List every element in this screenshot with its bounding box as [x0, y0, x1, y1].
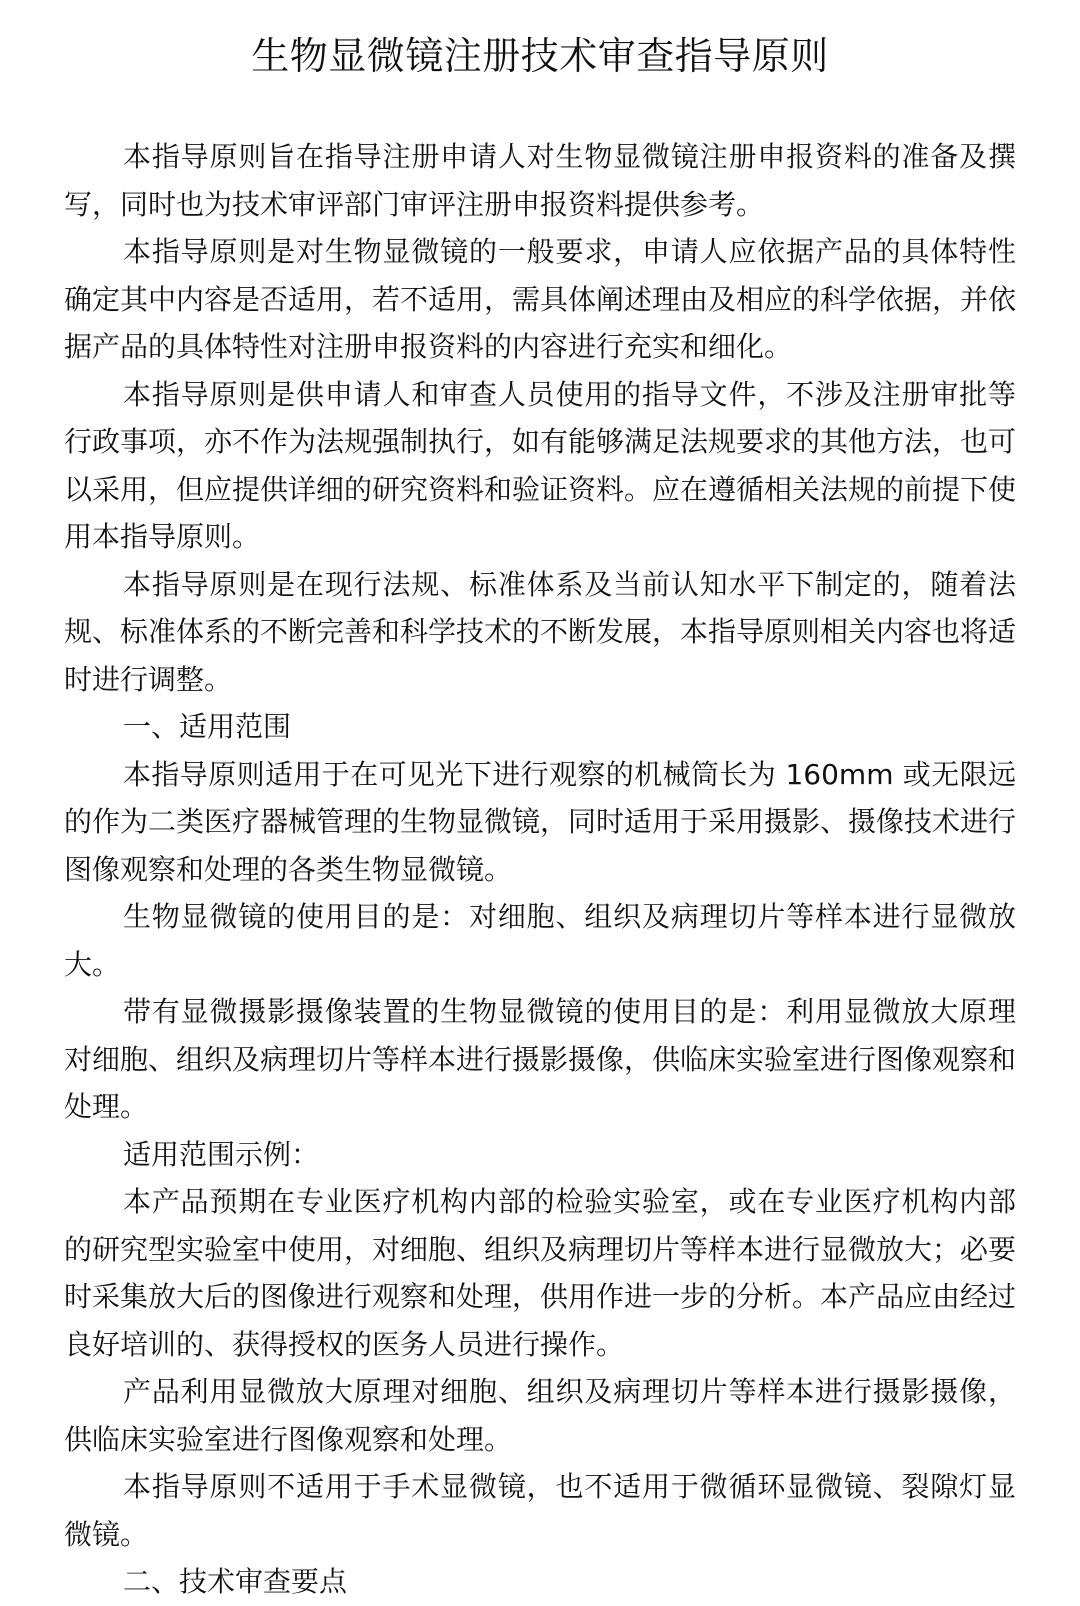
paragraph-scope-example-label: 适用范围示例：: [123, 1137, 320, 1171]
paragraph-guidance-nature: 本指导原则是供申请人和审查人员使用的指导文件，不涉及注册审批等行政事项，亦不作为法规强制执行，如有能够满足法规要求的其他方法，也可以采用，但应提供详细的研究资料和验证资料。应在遵循相关法规的前提下使用本指导原则。: [64, 377, 1017, 553]
paragraph-adjustment: 本指导原则是在现行法规、标准体系及当前认知水平下制定的，随着法规、标准体系的不断完善和科学技术的不断发展，本指导原则相关内容也将适时进行调整。: [64, 567, 1017, 696]
paragraph-scope-example-2: 产品利用显微放大原理对细胞、组织及病理切片等样本进行摄影摄像，供临床实验室进行图像观察和处理。: [64, 1375, 1016, 1456]
paragraph-scope: 本指导原则适用于在可见光下进行观察的机械筒长为 160mm 或无限远的作为二类医疗器械管理的生物显微镜，同时适用于采用摄影、摄像技术进行图像观察和处理的各类生物显微镜。: [64, 757, 1017, 886]
paragraph-imaging-use: 带有显微摄影摄像装置的生物显微镜的使用目的是：利用显微放大原理对细胞、组织及病理切片等样本进行摄影摄像，供临床实验室进行图像观察和处理。: [64, 995, 1017, 1123]
paragraph-exclusions: 本指导原则不适用于手术显微镜，也不适用于微循环显微镜、裂隙灯显微镜。: [64, 1470, 1016, 1551]
paragraph-purpose: 本指导原则旨在指导注册申请人对生物显微镜注册申报资料的准备及撰写，同时也为技术审评部门审评注册申报资料提供参考。: [64, 140, 1016, 221]
paragraph-scope-example-1: 本产品预期在专业医疗机构内部的检验实验室，或在专业医疗机构内部的研究型实验室中使用，对细胞、组织及病理切片等样本进行显微放大；必要时采集放大后的图像进行观察和处理，供用作进一步的分析。本产品应由经过良好培训的、获得授权的医务人员进行操作。: [64, 1185, 1017, 1361]
section-heading-review-points: 二、技术审查要点: [123, 1565, 348, 1598]
section-heading-scope: 一、适用范围: [123, 710, 292, 743]
paragraph-intended-use: 生物显微镜的使用目的是：对细胞、组织及病理切片等样本进行显微放大。: [64, 900, 1016, 981]
document-title: 生物显微镜注册技术审查指导原则: [251, 34, 829, 78]
document-body: [64, 133, 1016, 1606]
paragraph-general-requirements: 本指导原则是对生物显微镜的一般要求，申请人应依据产品的具体特性确定其中内容是否适用，若不适用，需具体阐述理由及相应的科学依据，并依据产品的具体特性对注册申报资料的内容进行充实和细化。: [64, 235, 1017, 363]
